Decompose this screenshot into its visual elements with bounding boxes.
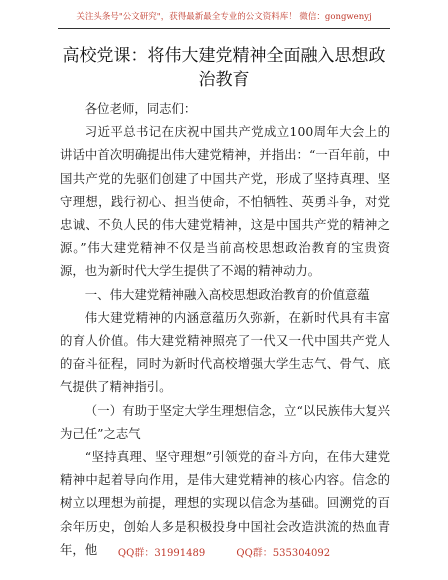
header-promo-note: 关注头条号"公文研究"，获得最新最全专业的公文资料库！ 微信：gongwenyj — [76, 12, 372, 22]
footer-qq-group-2: QQ群：535304092 — [236, 548, 331, 559]
paragraph-subsection-1: “坚持真理、坚守理想”引领党的奋斗方向，在伟大建党精神中起着导向作用，是伟大建党精神的核心内容。信念的树立以理想为前提，理想的实现以信念为基础。回溯党的百余年历史，创始人多是积极投身中国社会改造洪流的热血青年，他 — [60, 449, 390, 557]
header-divider — [58, 28, 390, 29]
document-body — [60, 97, 390, 561]
paragraph-intro: 习近平总书记在庆祝中国共产党成立100周年大会上的讲话中首次明确提出伟大建党精神，并指出：“一百年前，中国共产党的先驱们创建了中国共产党，形成了坚持真理、坚守理想，践行初心、担当使命，不怕牺牲、英勇斗争，对党忠诚、不负人民的伟大建党精神，这是中国共产党的精神之源。”伟大建党精神不仅是当前高校思想政治教育的宝贵资源，也为新时代大学生提供了不竭的精神动力。 — [60, 124, 390, 279]
page-title: 高校党课：将伟大建党精神全面融入思想政治教育 — [62, 46, 386, 90]
section-heading-1: 一、伟大建党精神融入高校思想政治教育的价值意蕴 — [84, 286, 370, 302]
footer-qq-group-1: QQ群：31991489 — [117, 548, 206, 559]
paragraph-section-1: 伟大建党精神的内涵意蕴历久弥新，在新时代具有丰富的育人价值。伟大建党精神照亮了一代又一代中国共产党人的奋斗征程，同时为新时代高校增强大学生志气、骨气、底气提供了精神指引。 — [60, 309, 390, 395]
footer — [0, 544, 448, 559]
salutation: 各位老师，同志们： — [84, 101, 197, 116]
subsection-heading-1: （一）有助于坚定大学生理想信念，立“以民族伟大复兴为己任”之志气 — [60, 402, 390, 441]
